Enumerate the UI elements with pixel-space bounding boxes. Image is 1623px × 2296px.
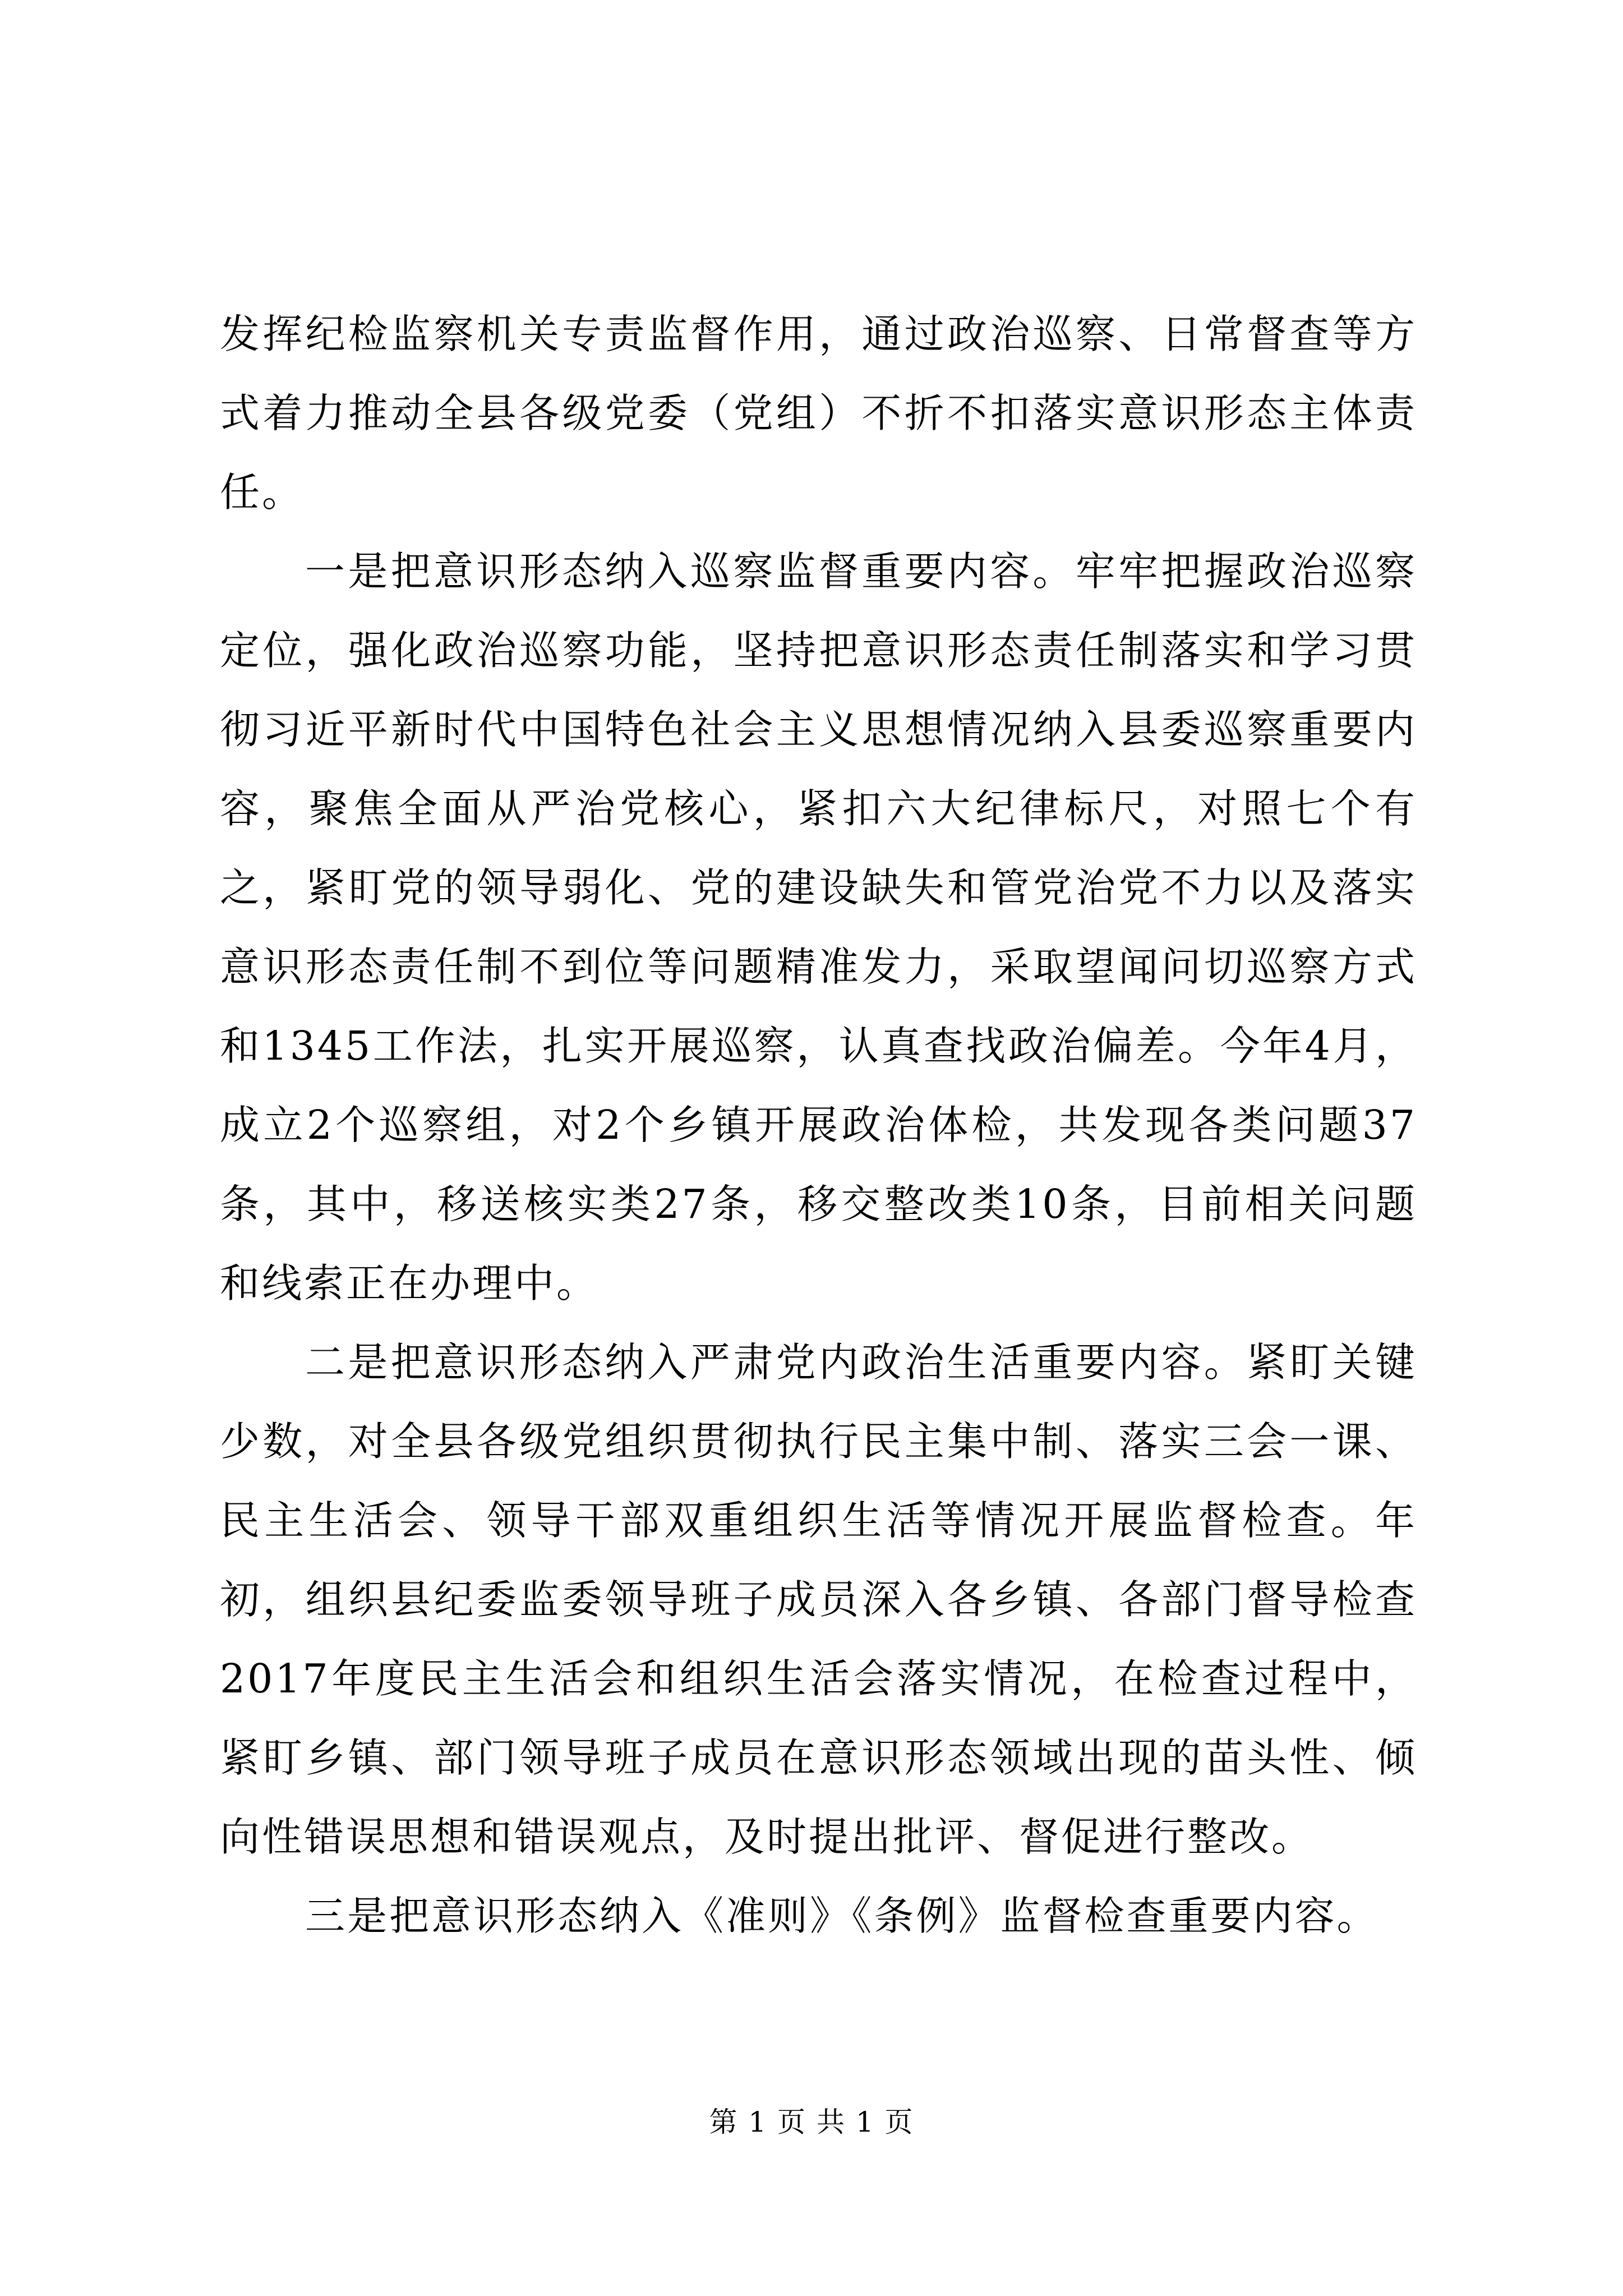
paragraph-point-one: 一是把意识形态纳入巡察监督重要内容。牢牢把握政治巡察定位，强化政治巡察功能，坚持把意识形态责任制落实和学习贯彻习近平新时代中国特色社会主义思想情况纳入县委巡察重要内容，聚焦全面从严治党核心，紧扣六大纪律标尺，对照七个有之，紧盯党的领导弱化、党的建设缺失和管党治党不力以及落实意识形态责任制不到位等问题精准发力，采取望闻问切巡察方式和1345工作法，扎实开展巡察，认真查找政治偏差。今年4月，成立2个巡察组，对2个乡镇开展政治体检，共发现各类问题37条，其中，移送核实类27条，移交整改类10条，目前相关问题和线索正在办理中。 xyxy=(220,548,1417,1306)
paragraph-point-three: 三是把意识形态纳入《准则》《条例》监督检查重要内容。 xyxy=(305,1893,1379,1939)
document-body xyxy=(220,295,1417,1955)
page-number-footer: 第 1 页 共 1 页 xyxy=(709,2106,914,2138)
paragraph-point-two: 二是把意识形态纳入严肃党内政治生活重要内容。紧盯关键少数，对全县各级党组织贯彻执行民主集中制、落实三会一课、民主生活会、领导干部双重组织生活等情况开展监督检查。年初，组织县纪委监委领导班子成员深入各乡镇、各部门督导检查2017年度民主生活会和组织生活会落实情况，在检查过程中，紧盯乡镇、部门领导班子成员在意识形态领域出现的苗头性、倾向性错误思想和错误观点，及时提出批评、督促进行整改。 xyxy=(220,1339,1417,1860)
paragraph-intro: 发挥纪检监察机关专责监督作用，通过政治巡察、日常督查等方式着力推动全县各级党委（党组）不折不扣落实意识形态主体责任。 xyxy=(220,311,1417,516)
